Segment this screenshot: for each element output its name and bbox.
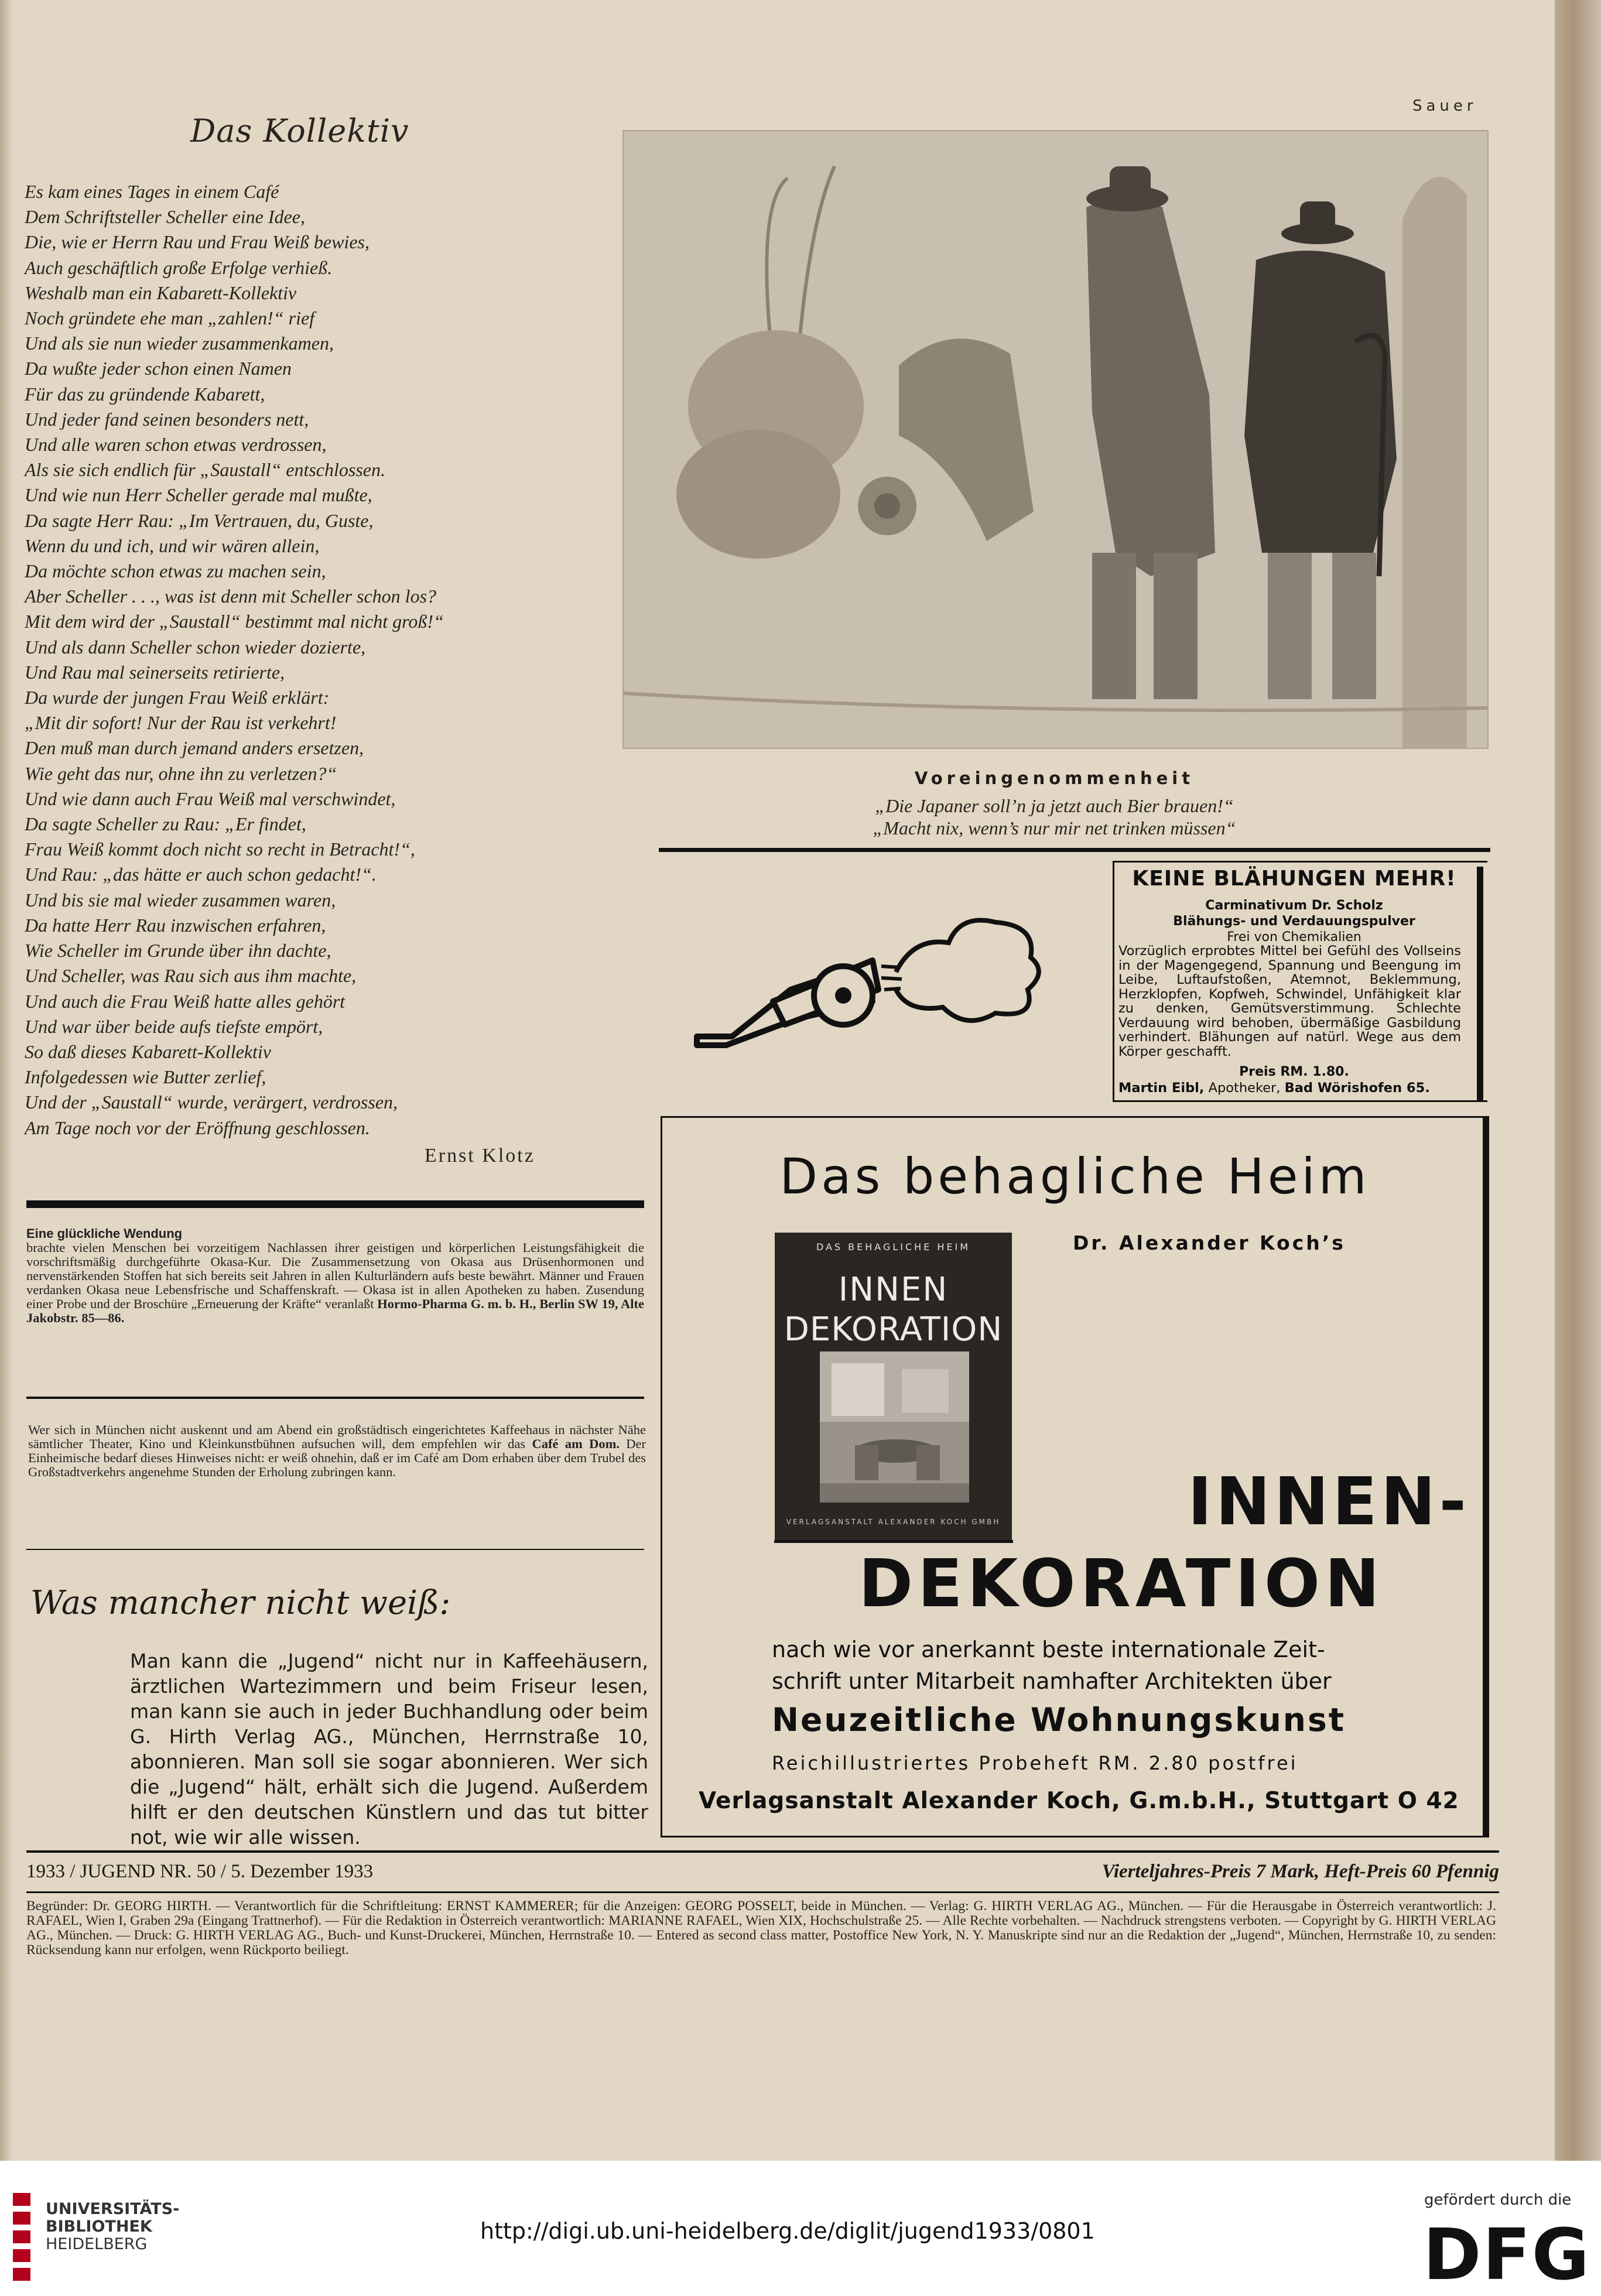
magazine-cover-top: DAS BEHAGLICHE HEIM	[816, 1241, 971, 1253]
room-photo-icon	[820, 1351, 969, 1503]
magazine-cover-bottom: VERLAGSANSTALT ALEXANDER KOCH GMBH	[786, 1518, 1001, 1526]
poem-line: Noch gründete ehe man „zahlen!“ rief	[25, 307, 315, 329]
page-left-edge	[0, 0, 13, 2161]
poem-line: Weshalb man ein Kabarett-Kollektiv	[25, 282, 297, 303]
poem-line: Da hatte Herr Rau inzwischen erfahren,	[25, 914, 326, 936]
poem-line: Und der „Saustall“ wurde, verärgert, verdrossen,	[25, 1091, 398, 1113]
poem-line: Wie geht das nur, ohne ihn zu verletzen?“	[25, 762, 337, 784]
poem-line: Wie Scheller im Grunde über ihn dachte,	[25, 940, 331, 961]
poem-line: Infolgedessen wie Butter zerlief,	[25, 1066, 266, 1088]
poem-line: Und Rau: „das hätte er auch schon gedacht!“.	[25, 864, 377, 885]
poem-line: Und alle waren schon etwas verdrossen,	[25, 434, 327, 456]
poem-body	[25, 179, 616, 1141]
cafe-name: Café am Dom.	[532, 1436, 620, 1451]
ad-shadow-right	[1483, 1116, 1489, 1838]
price-info: Vierteljahres-Preis 7 Mark, Heft-Preis 60 Pfennig	[1101, 1861, 1499, 1882]
footer-rule	[26, 1850, 1499, 1853]
poem-line: Frau Weiß kommt doch nicht so recht in Betracht!“,	[25, 839, 415, 860]
poem-line: Da wußte jeder schon einen Namen	[25, 358, 292, 379]
ad-publisher-name: Dr. Alexander Koch’s	[1073, 1231, 1346, 1254]
ad-offer: Reichillustriertes Probeheft RM. 2.80 postfrei	[772, 1752, 1298, 1774]
ad-big-line1: INNEN-	[1188, 1464, 1470, 1540]
cannon-icon	[685, 902, 1048, 1048]
ad-subject: Neuzeitliche Wohnungskunst	[772, 1701, 1346, 1739]
poem-line: Und als dann Scheller schon wieder dozierte,	[25, 636, 366, 658]
seller-role: Apotheker,	[1208, 1080, 1281, 1096]
poem-line: Für das zu gründende Kabarett,	[25, 383, 265, 405]
poem-line: Mit dem wird der „Saustall“ bestimmt mal nicht groß!“	[25, 611, 444, 632]
blaehungen-price: Preis RM. 1.80.	[1239, 1065, 1349, 1079]
poem-line: Da sagte Scheller zu Rau: „Er findet,	[25, 813, 306, 835]
poem-line: Und Rau mal seinerseits retirierte,	[25, 661, 285, 683]
ad-title: Das behagliche Heim	[779, 1148, 1370, 1205]
magazine-cover-line1: INNEN	[838, 1271, 949, 1309]
cafe-notice	[28, 1423, 646, 1479]
poem-line: Da sagte Herr Rau: „Im Vertrauen, du, Guste,	[25, 509, 374, 531]
ad-desc-line1: nach wie vor anerkannt beste internationale Zeit-	[772, 1637, 1325, 1662]
poem-line: Dem Schriftsteller Scheller eine Idee,	[25, 206, 305, 228]
poem-line: Und auch die Frau Weiß hatte alles gehört	[25, 990, 345, 1012]
seller-name: Martin Eibl,	[1118, 1080, 1205, 1096]
cafe-text-after: Der Einheimische bedarf dieses Hinweises nicht: er weiß ohnehin, daß er im Café am Dom erhaben über dem Trubel des Großstadtverkehrs angenehme Stunden der Erholung zubringen kann.	[28, 1436, 646, 1479]
poem-title: Das Kollektiv	[190, 112, 409, 149]
cartoon-caption-line2: „Macht nix, wenn’s nur mir net trinken müssen“	[873, 817, 1236, 839]
okasa-company: Hormo-Pharma G. m. b. H., Berlin SW 19, Alte Jakobstr. 85—86.	[26, 1296, 645, 1325]
okasa-text: brachte vielen Menschen bei vorzeitigem Nachlassen ihrer geistigen und körperlichen Leistungsfähigkeit die vorschriftsmäßig durchgeführte Okasa-Kur. Die Zusammensetzung von Okasa aus Drüsenhormonen und nervenstärkenden Stoffen hat sich bereits seit Jahren in allen Kulturländern aufs beste bewährt. Männer und Frauen verdanken Okasa neue Lebensfrische und Schaffenskraft. — Okasa ist in allen Apotheken zu haben. Zusendung einer Probe und der Broschüre „Erneuerung der Kräfte“ veranlaßt	[26, 1240, 644, 1311]
okasa-heading: Eine glückliche Wendung	[26, 1226, 183, 1241]
divider	[26, 1549, 644, 1550]
blaehungen-body: Vorzüglich erprobtes Mittel bei Gefühl des Vollseins in der Magengegend, Spannung und Beengung im Leibe, Luftaufstoßen, Atemnot, Beklemmung, Herzklopfen, Kopfweh, Schwindel, Unfähigkeit klar zu denken, Gemütsverstimmung. Schlechte Verdauung wird behoben, übermäßige Gasbildung verhindert. Blähungen auf natürl. Wege aus dem Körper geschafft.	[1118, 943, 1461, 1059]
poem-line: Den muß man durch jemand anders ersetzen,	[25, 737, 364, 759]
funding-note: gefördert durch die	[1424, 2191, 1572, 2209]
source-url[interactable]: http://digi.ub.uni-heidelberg.de/diglit/jugend1933/0801	[480, 2218, 1095, 2244]
was-mancher-text: Man kann die „Jugend“ nicht nur in Kaffeehäusern, ärztlichen Wartezimmern und beim Friseur lesen, man kann sie auch in jeder Buchhandlung oder beim G. Hirth Verlag AG., München, Herrnstraße 10, abonnieren. Man soll sie sogar abonnieren. Wer sich die „Jugend“ hält, erhält sich die Jugend. Außerdem hilft er den deutschen Künstlern und das tut bitter not, wie wir alle wissen.	[130, 1650, 648, 1849]
blaehungen-seller	[1118, 1080, 1464, 1096]
poem-line: So daß dieses Kabarett-Kollektiv	[25, 1041, 271, 1062]
poem-line: Da wurde der jungen Frau Weiß erklärt:	[25, 687, 330, 709]
ad-border-bottom	[1113, 1100, 1487, 1102]
poem-line: Und als sie nun wieder zusammenkamen,	[25, 333, 334, 354]
cartoon-drawing	[624, 131, 1487, 748]
university-logo	[13, 2193, 30, 2287]
ad-border-left	[1113, 861, 1114, 1102]
poem-line: Am Tage noch vor der Eröffnung geschlossen.	[25, 1117, 370, 1138]
poem-line: Und wie nun Herr Scheller gerade mal mußte,	[25, 484, 372, 506]
library-line3: HEIDELBERG	[46, 2235, 148, 2253]
poem-line: Und Scheller, was Rau sich aus ihm machte,	[25, 965, 357, 987]
divider	[26, 1200, 644, 1208]
poem-line: Als sie sich endlich für „Saustall“ entschlossen.	[25, 459, 385, 481]
cartoon-illustration	[622, 130, 1489, 749]
cafe-text-before: Wer sich in München nicht auskennt und am Abend ein großstädtisch eingerichtetes Kaffeehaus in nächster Nähe sämtlicher Theater, Kino und Kleinkunstbühnen aufsuchen will, dem empfehlen wir das	[28, 1422, 646, 1451]
cartoon-artist: Sauer	[1412, 97, 1477, 115]
cannon-illustration	[685, 902, 1048, 1048]
poem-line: Die, wie er Herrn Rau und Frau Weiß bewies,	[25, 231, 370, 253]
page-binding-edge	[1555, 0, 1601, 2161]
footer-rule	[26, 1891, 1499, 1893]
blaehungen-product: Carminativum Dr. Scholz	[1205, 898, 1383, 913]
ad-desc-line2: schrift unter Mitarbeit namhafter Architekten über	[772, 1668, 1332, 1694]
ad-big-line2: DEKORATION	[858, 1546, 1384, 1622]
okasa-advert	[26, 1227, 644, 1325]
divider	[26, 1397, 644, 1399]
poem-line: Es kam eines Tages in einem Café	[25, 181, 279, 202]
magazine-shadow	[774, 1540, 1013, 1543]
poem-line: Und war über beide aufs tiefste empört,	[25, 1015, 323, 1037]
library-line2: BIBLIOTHEK	[46, 2218, 152, 2236]
poem-line: Und bis sie mal wieder zusammen waren,	[25, 889, 336, 911]
dfg-logo: DFG	[1423, 2215, 1591, 2296]
blaehungen-headline: KEINE BLÄHUNGEN MEHR!	[1132, 867, 1456, 891]
magazine-cover-line2: DEKORATION	[784, 1310, 1003, 1349]
was-mancher-title: Was mancher nicht weiß:	[30, 1584, 451, 1622]
poem-line: Auch geschäftlich große Erfolge verhieß.	[25, 256, 333, 278]
poem-author: Ernst Klotz	[425, 1145, 535, 1166]
divider	[659, 848, 1490, 852]
ad-border-right	[1477, 867, 1483, 1101]
poem-line: Und wie dann auch Frau Weiß mal verschwindet,	[25, 788, 396, 809]
library-line1: UNIVERSITÄTS-	[46, 2200, 180, 2218]
poem-line: Wenn du und ich, und wir wären allein,	[25, 535, 320, 556]
magazine-cover-photo	[820, 1351, 969, 1503]
ad-publisher: Verlagsanstalt Alexander Koch, G.m.b.H., Stuttgart O 42	[699, 1788, 1459, 1814]
ad-border-top	[1113, 861, 1487, 863]
seller-place: Bad Wörishofen 65.	[1284, 1080, 1430, 1096]
poem-line: „Mit dir sofort! Nur der Rau ist verkehrt!	[25, 712, 337, 734]
cartoon-caption-line1: „Die Japaner soll’n ja jetzt auch Bier brauen!“	[875, 795, 1234, 816]
library-logo-icon	[13, 2193, 30, 2287]
blaehungen-subtitle: Blähungs- und Verdauungspulver	[1173, 914, 1415, 929]
blaehungen-note: Frei von Chemikalien	[1227, 930, 1361, 945]
imprint: Begründer: Dr. GEORG HIRTH. — Verantwortlich für die Schriftleitung: ERNST KAMMERER; für die Anzeigen: GEORG POSSELT, beide in München. — Verlag: G. HIRTH VERLAG AG., München. — Für die Herausgabe in Österreich verantwortlich: J. RAFAEL, Wien I, Graben 29a (Eingang Trattnerhof). — Für die Redaktion in Österreich verantwortlich: MARIANNE RAFAEL, Wien XIX, Hochschulstraße 25. — Alle Rechte vorbehalten. — Nachdruck strengstens verboten. — Copyright by G. HIRTH VERLAG AG., München. — Druck: G. HIRTH VERLAG AG., Buch- und Kunst-Druckerei, München, Herrnstraße 10. — Entered as second class matter, Postoffice New York, N. Y. Manuskripte sind nur an die Redaktion der „Jugend“, München, Herrnstraße 10, zu senden: Rücksendung kann nur erfolgen, wenn Rückporto beiliegt.	[26, 1898, 1496, 1958]
cartoon-title: Voreingenommenheit	[914, 768, 1195, 788]
library-name	[46, 2201, 179, 2253]
poem-line: Da möchte schon etwas zu machen sein,	[25, 560, 326, 582]
poem-line: Und jeder fand seinen besonders nett,	[25, 408, 309, 430]
issue-info: 1933 / JUGEND NR. 50 / 5. Dezember 1933	[26, 1861, 374, 1882]
poem-line: Aber Scheller . . ., was ist denn mit Scheller schon los?	[25, 586, 437, 607]
